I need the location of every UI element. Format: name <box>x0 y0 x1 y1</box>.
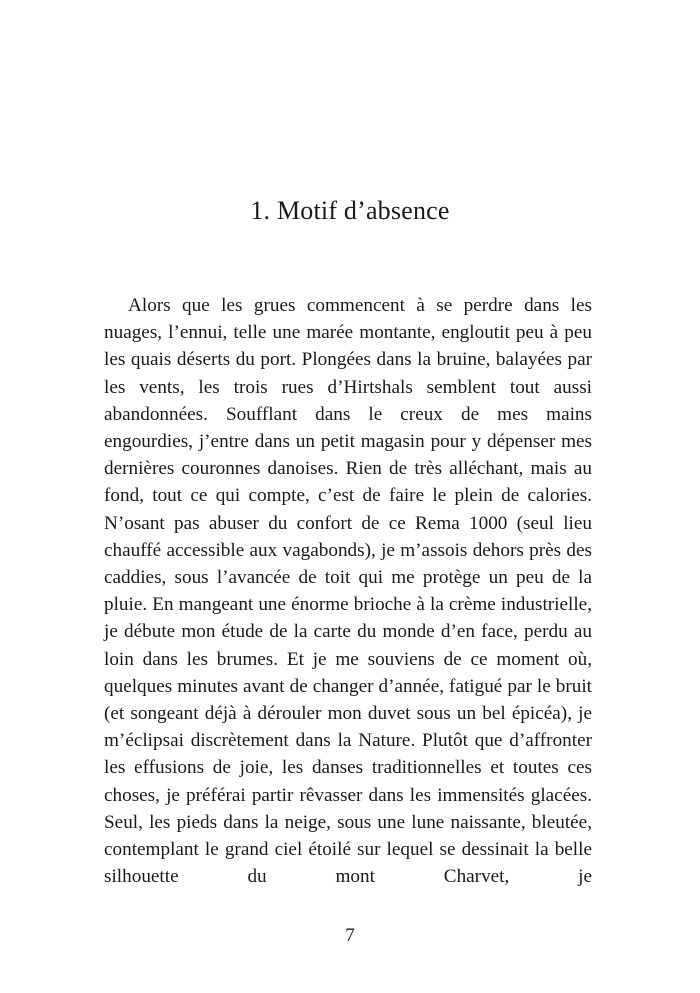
body-paragraph: Alors que les grues commencent à se perdre dans les nuages, l’ennui, telle une marée montante, engloutit peu à peu les quais déserts du port. Plongées dans la bruine, balayées par les vents, les trois rues d’Hirtshals semblent tout aussi abandonnées. Soufflant dans le creux de mes mains engourdies, j’entre dans un petit magasin pour y dépenser mes dernières couronnes danoises. Rien de très alléchant, mais au fond, tout ce qui compte, c’est de faire le plein de calories. N’osant pas abuser du confort de ce Rema 1000 (seul lieu chauffé accessible aux vagabonds), je m’assois dehors près des caddies, sous l’avancée de toit qui me protège un peu de la pluie. En mangeant une énorme brioche à la crème industrielle, je débute mon étude de la carte du monde d’en face, perdu au loin dans les brumes. Et je me souviens de ce moment où, quelques minutes avant de changer d’année, fatigué par le bruit (et songeant déjà à dérouler mon duvet sous un bel épicéa), je m’éclipsai discrètement dans la Nature. Plutôt que d’affronter les effusions de joie, les danses traditionnelles et toutes ces choses, je préférai partir rêvasser dans les immensités glacées. Seul, les pieds dans la neige, sous une lune naissante, bleutée, contemplant le grand ciel étoilé sur lequel se dessinait la belle silhouette du mont Charvet, je <box>104 295 592 888</box>
page-number: 7 <box>345 925 355 946</box>
chapter-title: 1. Motif d’absence <box>250 196 450 225</box>
